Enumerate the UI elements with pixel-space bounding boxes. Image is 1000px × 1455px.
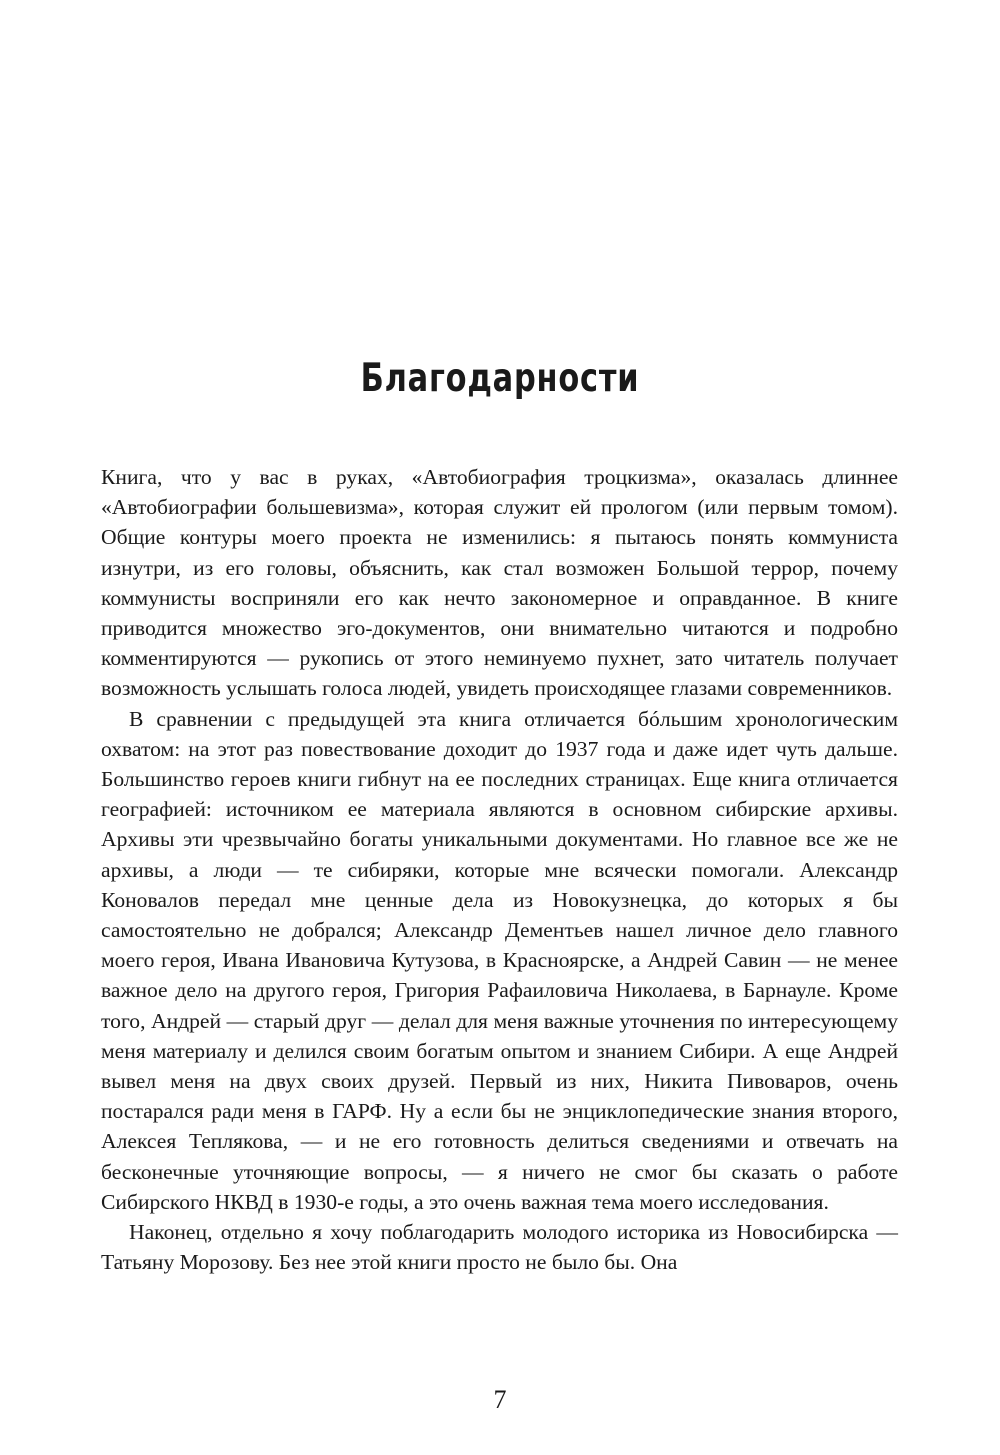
- paragraph: Наконец, отдельно я хочу поблагодарить молодого историка из Новосибирска — Татьяну Морозову. Без нее этой книги просто не было бы. Она: [101, 1220, 898, 1275]
- paragraph: Книга, что у вас в руках, «Автобиография троцкизма», оказалась длиннее «Автобиографии большевизма», которая служит ей прологом (или первым томом). Общие контуры моего проекта не изменились: я пытаюсь понять коммуниста изнутри, из его головы, объяснить, как стал возможен Большой террор, почему коммунисты восприняли его как нечто закономерное и оправданное. В книге приводится множество эго-документов, они внимательно читаются и подробно комментируются — рукопись от этого неминуемо пухнет, зато читатель получает возможность услышать голоса людей, увидеть происходящее глазами современников.: [101, 465, 898, 701]
- paragraph: В сравнении с предыдущей эта книга отличается бóльшим хронологическим охватом: на этот раз повествование доходит до 1937 года и даже идет чуть дальше. Большинство героев книги гибнут на ее последних страницах. Еще книга отличается географией: источником ее материала являются в основном сибирские архивы. Архивы эти чрезвычайно богаты уникальными документами. Но главное все же не архивы, а люди — те сибиряки, которые мне всячески помогали. Александр Коновалов передал мне ценные дела из Новокузнецка, до которых я бы самостоятельно не добрался; Александр Дементьев нашел личное дело главного моего героя, Ивана Ивановича Кутузова, в Красноярске, а Андрей Савин — не менее важное дело на другого героя, Григория Рафаиловича Николаева, в Барнауле. Кроме того, Андрей — старый друг — делал для меня важные уточнения по интересующему меня материалу и делился своим богатым опытом и знанием Сибири. А еще Андрей вывел меня на двух своих друзей. Первый из них, Никита Пивоваров, очень постарался ради меня в ГАРФ. Ну а если бы не энциклопедические знания второго, Алексея Теплякова, — и не его готовность делиться сведениями и отвечать на бесконечные уточняющие вопросы, — я ничего не смог бы сказать о работе Сибирского НКВД в 1930-е годы, а это очень важная тема моего исследования.: [101, 706, 898, 1214]
- page-number: 7: [493, 1385, 507, 1414]
- page-title: Благодарности: [360, 356, 640, 401]
- body-text: [101, 462, 898, 1277]
